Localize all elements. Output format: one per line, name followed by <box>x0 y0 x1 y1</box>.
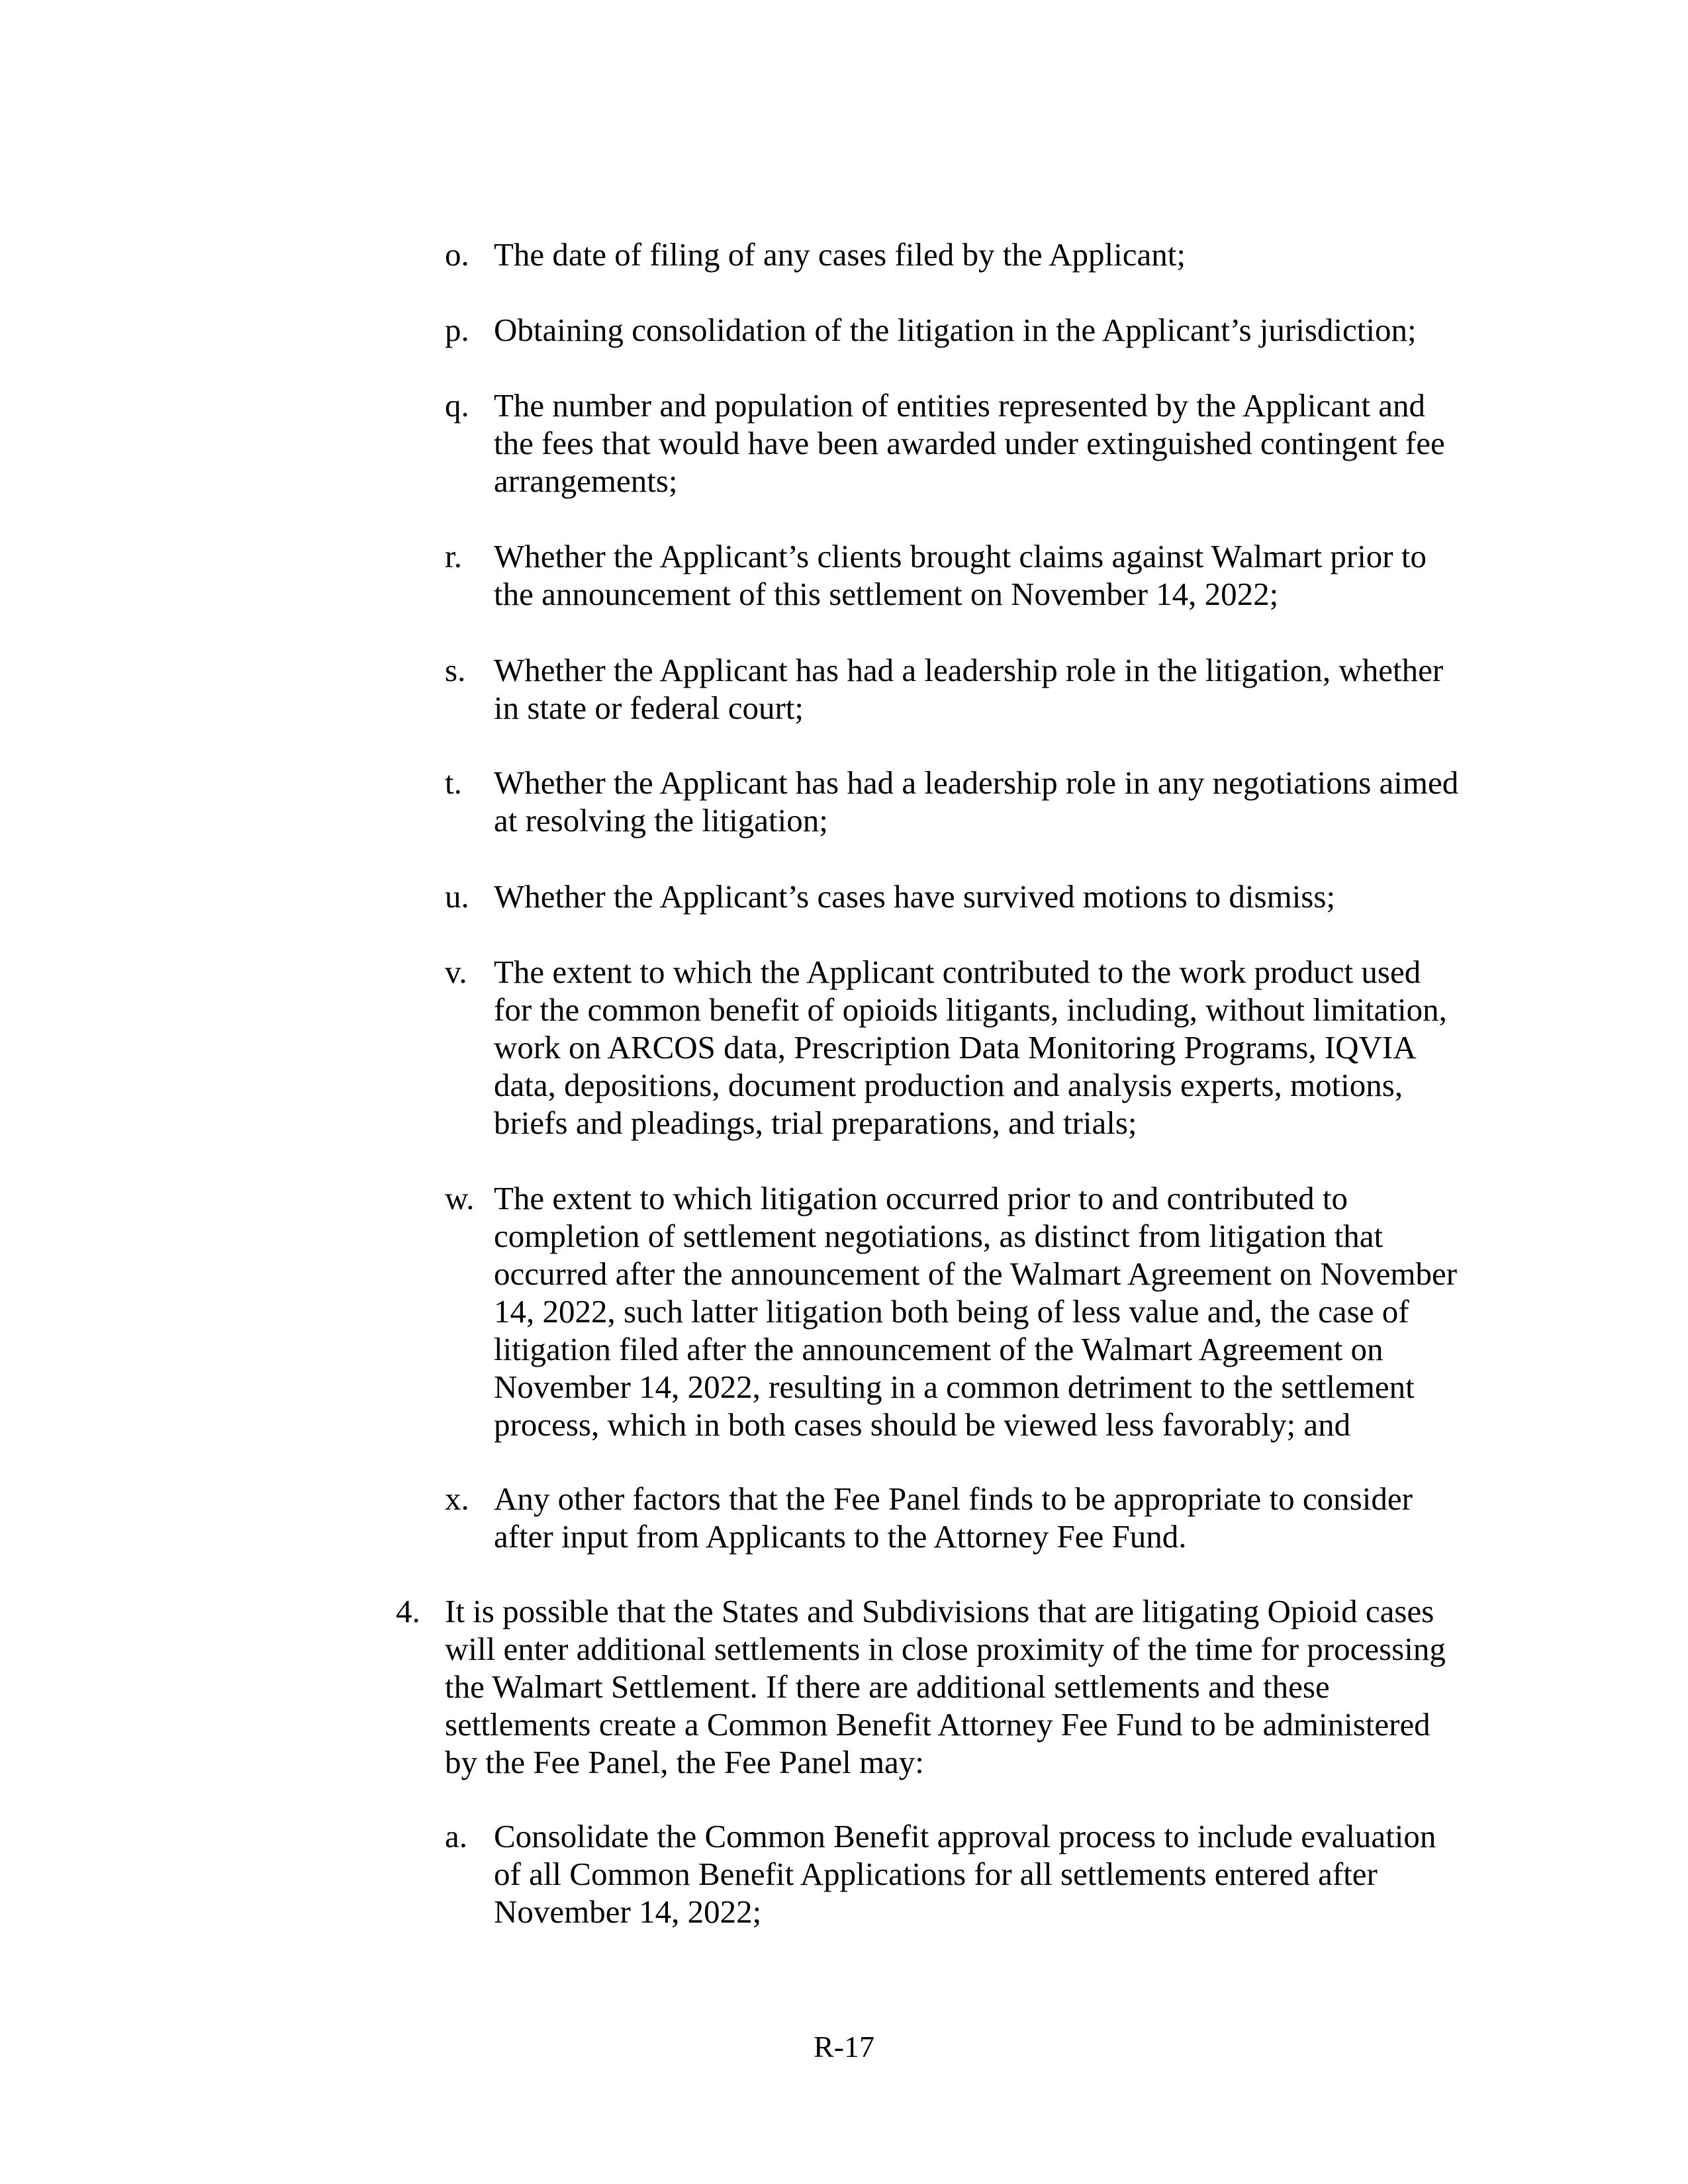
item-marker: o. <box>445 236 469 273</box>
item-text-line: Consolidate the Common Benefit approval process to include evaluation <box>494 1818 1436 1854</box>
item-text-line: in state or federal court; <box>494 690 804 726</box>
item-text-line: the fees that would have been awarded under extinguished contingent fee <box>494 425 1445 461</box>
item-marker: w. <box>445 1180 475 1216</box>
item-marker: s. <box>445 652 466 688</box>
item-text-line: completion of settlement negotiations, as distinct from litigation that <box>494 1218 1383 1254</box>
item-text-line: data, depositions, document production and analysis experts, motions, <box>494 1067 1403 1103</box>
item-marker: u. <box>445 878 469 915</box>
item-text <box>494 537 1427 613</box>
item-marker: p. <box>445 312 469 348</box>
item-text-line: Any other factors that the Fee Panel finds to be appropriate to consider <box>494 1480 1413 1517</box>
item-text-line: November 14, 2022, resulting in a common detriment to the settlement <box>494 1369 1415 1405</box>
item-text-line: Whether the Applicant’s clients brought claims against Walmart prior to <box>494 538 1427 574</box>
item-text-line: work on ARCOS data, Prescription Data Monitoring Programs, IQVIA <box>494 1029 1417 1066</box>
item-text-line: process, which in both cases should be viewed less favorably; and <box>494 1406 1351 1443</box>
item-text-line: 14, 2022, such latter litigation both being of less value and, the case of <box>494 1293 1409 1330</box>
page-number: R-17 <box>814 2030 874 2064</box>
item-text-line: will enter additional settlements in close proximity of the time for processing <box>445 1631 1446 1667</box>
item-marker: x. <box>445 1480 469 1517</box>
item-text-line: of all Common Benefit Applications for all settlements entered after <box>494 1856 1378 1892</box>
item-text-line: the Walmart Settlement. If there are additional settlements and these <box>445 1668 1330 1705</box>
item-text <box>494 953 1447 1142</box>
item-text <box>494 764 1458 839</box>
item-text <box>494 236 1186 273</box>
item-text-line: for the common benefit of opioids litigants, including, without limitation, <box>494 991 1447 1028</box>
item-text <box>494 878 1335 915</box>
item-text-line: the announcement of this settlement on November 14, 2022; <box>494 576 1279 612</box>
item-text <box>494 387 1445 500</box>
item-text-line: The extent to which the Applicant contributed to the work product used <box>494 954 1421 990</box>
item-marker: v. <box>445 954 467 990</box>
item-marker: a. <box>445 1818 467 1854</box>
item-text-line: at resolving the litigation; <box>494 802 828 839</box>
item-text <box>494 1817 1436 1931</box>
item-text-line: arrangements; <box>494 463 678 499</box>
item-text-line: after input from Applicants to the Attorney Fee Fund. <box>494 1518 1187 1555</box>
item-text-line: Whether the Applicant has had a leadership role in the litigation, whether <box>494 652 1444 688</box>
item-text-line: November 14, 2022; <box>494 1893 762 1930</box>
item-text-line: The number and population of entities represented by the Applicant and <box>494 387 1425 424</box>
item-text-line: settlements create a Common Benefit Attorney Fee Fund to be administered <box>445 1706 1430 1743</box>
item-marker: r. <box>445 538 462 574</box>
item-marker: 4. <box>396 1593 420 1629</box>
item-marker: q. <box>445 387 469 424</box>
item-text-line: by the Fee Panel, the Fee Panel may: <box>445 1744 924 1780</box>
item-text <box>494 1480 1413 1555</box>
item-text-line: briefs and pleadings, trial preparations, and trials; <box>494 1105 1137 1141</box>
item-text-line: Whether the Applicant has had a leadership role in any negotiations aimed <box>494 764 1459 801</box>
item-text-line: It is possible that the States and Subdivisions that are litigating Opioid cases <box>445 1593 1434 1629</box>
item-text <box>445 1592 1446 1781</box>
item-text-line: litigation filed after the announcement of the Walmart Agreement on <box>494 1331 1383 1367</box>
item-text-line: Obtaining consolidation of the litigation in the Applicant’s jurisdiction; <box>494 312 1417 348</box>
item-text <box>494 311 1417 349</box>
item-text <box>494 1179 1457 1443</box>
item-text-line: The extent to which litigation occurred prior to and contributed to <box>494 1180 1348 1216</box>
item-marker: t. <box>445 764 462 801</box>
item-text-line: occurred after the announcement of the Walmart Agreement on November <box>494 1255 1458 1292</box>
item-text-line: Whether the Applicant’s cases have survived motions to dismiss; <box>494 878 1336 915</box>
item-text-line: The date of filing of any cases filed by the Applicant; <box>494 236 1186 273</box>
item-text <box>494 651 1443 727</box>
